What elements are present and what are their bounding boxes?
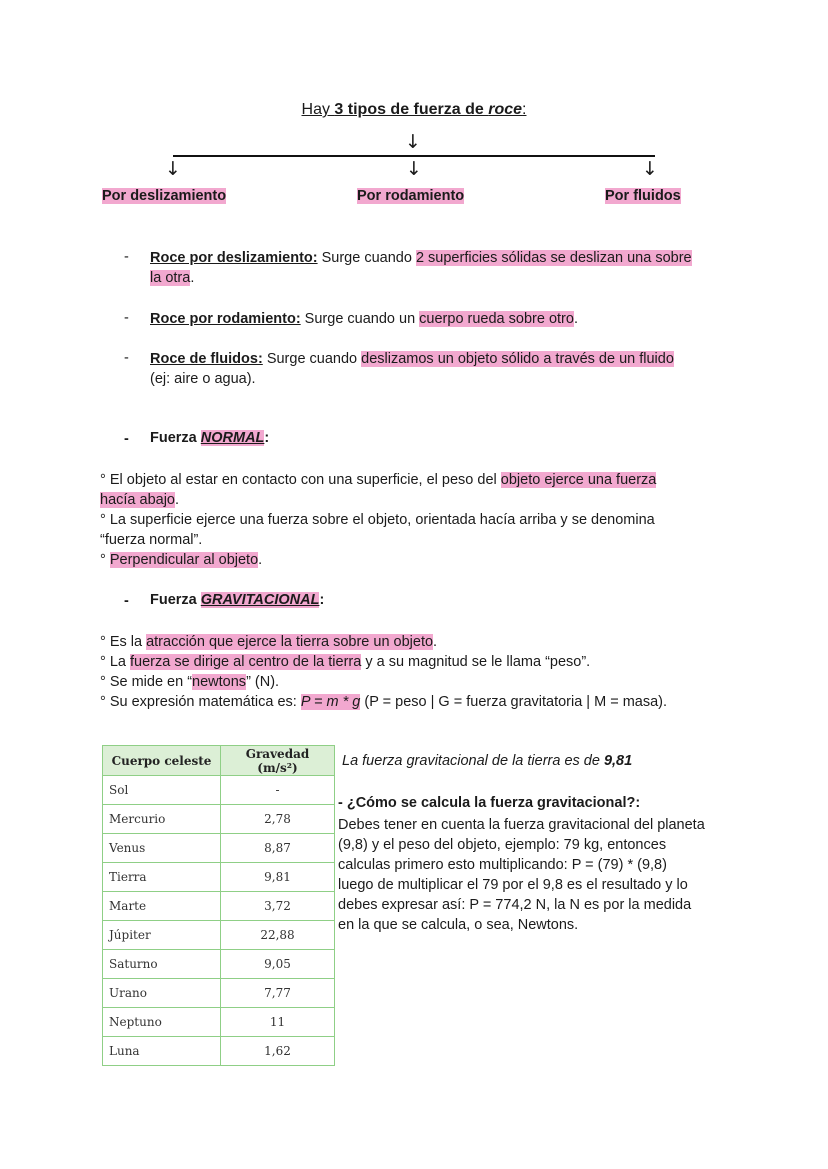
paragraph-text: “fuerza normal”. [100,532,203,548]
paragraph-text: . [433,634,438,650]
table-cell: 1,62 [221,1037,335,1066]
down-arrow-icon: ↓ [406,158,422,180]
roce-text: Surge cuando un [300,311,420,327]
table-cell: 3,72 [221,892,335,921]
roce-text: (ej: aire o agua). [150,371,256,387]
roce-text: Surge cuando [317,250,416,266]
roce-deslizamiento-item [150,248,692,288]
grav-paragraph [100,632,667,712]
highlight: la otra [150,270,191,286]
paragraph-text: ° Se mide en “ [100,674,193,690]
how-to-explanation [338,815,705,935]
highlight: objeto ejerce una fuerza [500,472,657,488]
roce-term: Roce por rodamiento: [150,311,301,327]
how-to-question: - ¿Cómo se calcula la fuerza gravitacional?: [338,795,641,811]
heading-key: NORMAL [200,430,265,446]
paragraph-text: ° La superficie ejerce una fuerza sobre el objeto, orientada hacía arriba y se denomina [100,512,655,528]
table-cell: 11 [221,1008,335,1037]
roce-text: Surge cuando [262,351,362,367]
list-bullet: - [124,593,129,609]
roce-rodamiento-item [150,309,578,329]
table-header: Gravedad (m/s²) [221,746,335,776]
table-row [103,950,335,979]
table-header-row [103,746,335,776]
table-cell: Venus [103,834,221,863]
paragraph-text: y a su magnitud se le llama “peso”. [361,654,591,670]
paragraph-text: ° [100,552,110,568]
gravity-table [102,745,335,1066]
heading-text: Fuerza [150,592,201,608]
paragraph-text: ° Su expresión matemática es: [100,694,301,710]
heading-text: Fuerza [150,430,201,446]
table-cell: 2,78 [221,805,335,834]
table-row [103,1037,335,1066]
table-row [103,834,335,863]
heading-key: GRAVITACIONAL [200,592,320,608]
table-cell: - [221,776,335,805]
table-row [103,776,335,805]
highlight: Perpendicular al objeto [109,552,259,568]
table-row [103,805,335,834]
explanation-line: luego de multiplicar el 79 por el 9,8 es el resultado y lo [338,877,688,893]
table-row [103,863,335,892]
explanation-line: (9,8) y el peso del objeto, ejemplo: 79 kg, entonces [338,837,667,853]
normal-paragraph [100,470,656,570]
page-title [0,101,828,119]
list-bullet: - [124,350,129,366]
explanation-line: Debes tener en cuenta la fuerza gravitacional del planeta [338,817,705,833]
normal-heading [150,430,269,446]
table-row [103,892,335,921]
roce-term: Roce por deslizamiento: [150,250,318,266]
title-italic: roce [488,101,523,118]
table-cell: Neptuno [103,1008,221,1037]
heading-text: : [264,430,270,446]
table-cell: Luna [103,1037,221,1066]
roce-fluidos-item [150,349,674,389]
title-pre: Hay [301,101,335,118]
list-bullet: - [124,431,129,447]
paragraph-text: ° El objeto al estar en contacto con una superficie, el peso del [100,472,501,488]
table-cell: Tierra [103,863,221,892]
explanation-line: debes expresar así: P = 774,2 N, la N es por la medida [338,897,692,913]
highlight: 2 superficies sólidas se deslizan una sobre [415,250,692,266]
title-bold: 3 tipos de fuerza de [334,101,489,118]
highlight: hacía abajo [100,492,175,508]
table-row [103,921,335,950]
roce-text: . [190,270,195,286]
table-cell: Saturno [103,950,221,979]
table-row [103,1008,335,1037]
table-cell: Mercurio [103,805,221,834]
table-cell: Marte [103,892,221,921]
explanation-line: en la que se calcula, o sea, Newtons. [338,917,579,933]
explanation-line: calculas primero esto multiplicando: P = (79) * (9,8) [338,857,667,873]
branch-fluidos: Por fluidos [605,188,681,204]
paragraph-text: . [258,552,263,568]
paragraph-text: ” (N). [246,674,280,690]
gravity-caption [342,753,632,769]
paragraph-text: (P = peso | G = fuerza gravitatoria | M = masa). [360,694,668,710]
caption-text: La fuerza gravitacional de la tierra es de [342,753,604,769]
table-cell: 8,87 [221,834,335,863]
table-cell: Sol [103,776,221,805]
roce-term: Roce de fluidos: [150,351,263,367]
paragraph-text: ° La [100,654,130,670]
roce-text: . [573,311,578,327]
table-header: Cuerpo celeste [103,746,221,776]
branch-deslizamiento: Por deslizamiento [102,188,227,204]
list-bullet: - [124,249,129,265]
paragraph-text: ° Es la [100,634,147,650]
highlight: cuerpo rueda sobre otro [419,311,574,327]
highlight: deslizamos un objeto sólido a través de un fluido [361,351,674,367]
branch-rodamiento: Por rodamiento [357,188,465,204]
highlight: newtons [192,674,247,690]
list-bullet: - [124,310,129,326]
highlight: fuerza se dirige al centro de la tierra [129,654,362,670]
highlight: atracción que ejerce la tierra sobre un objeto [146,634,434,650]
formula-highlight: P = m * g [300,694,361,710]
title-post: : [522,101,527,118]
branch-line [173,155,655,157]
paragraph-text: . [174,492,180,508]
down-arrow-icon: ↓ [405,131,421,153]
table-cell: Urano [103,979,221,1008]
grav-heading [150,592,324,608]
table-cell: 9,81 [221,863,335,892]
table-cell: 9,05 [221,950,335,979]
table-cell: 7,77 [221,979,335,1008]
table-cell: Júpiter [103,921,221,950]
down-arrow-icon: ↓ [165,158,181,180]
table-cell: 22,88 [221,921,335,950]
table-row [103,979,335,1008]
caption-value: 9,81 [603,753,633,769]
down-arrow-icon: ↓ [642,158,658,180]
heading-text: : [319,592,325,608]
